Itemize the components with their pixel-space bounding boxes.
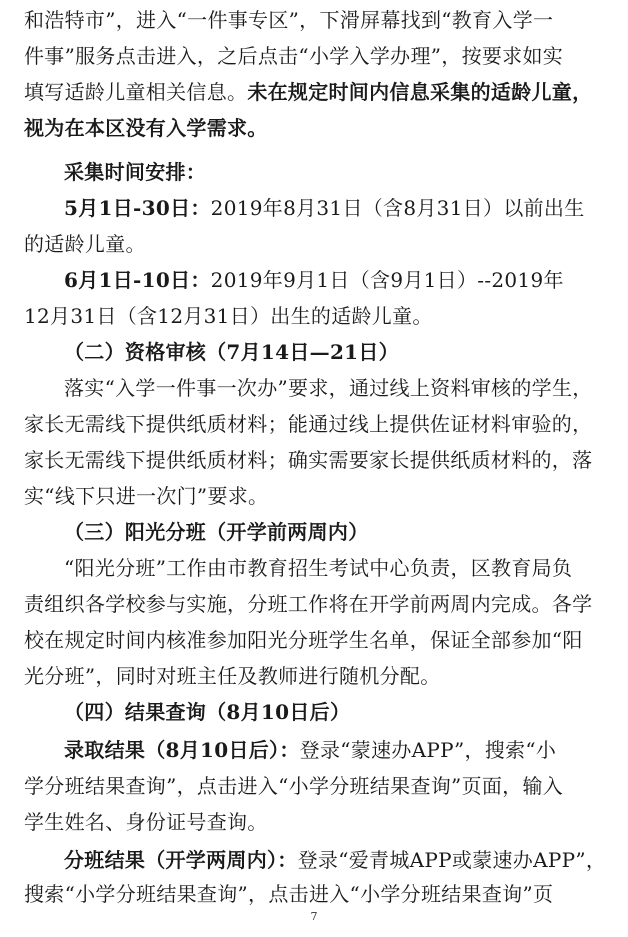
- schedule-text: 2019年9月1日（含9月1日）--2019年: [210, 268, 564, 292]
- paragraph-line: 搜索“小学分班结果查询”，点击进入“小学分班结果查询”页: [24, 882, 554, 906]
- paragraph-line: 家长无需线下提供纸质材料；确实需要家长提供纸质材料的，落: [24, 448, 593, 472]
- section-heading-result-query: （四）结果查询（8月10日后）: [64, 700, 351, 724]
- paragraph-line: 落实“入学一件事一次办”要求，通过线上资料审核的学生，: [64, 376, 593, 400]
- schedule-item: [64, 190, 606, 226]
- paragraph-line: 责组织各学校参与实施，分班工作将在开学前两周内完成。各学: [24, 592, 593, 616]
- section-heading-sunshine-class-placement: （三）阳光分班（开学前两周内）: [64, 520, 369, 544]
- line-text: 填写适龄儿童相关信息。: [24, 80, 248, 104]
- result-label-admission: 录取结果（8月10日后）：: [64, 738, 300, 762]
- page-number: 7: [310, 910, 318, 923]
- schedule-item: [64, 262, 606, 298]
- result-item: [64, 842, 606, 878]
- paragraph-line: 学生姓名、身份证号查询。: [24, 810, 268, 834]
- result-text: 登录“蒙速办APP”，搜索“小: [299, 738, 557, 762]
- result-item: [64, 732, 606, 768]
- paragraph-line: 12月31日（含12月31日）出生的适龄儿童。: [24, 304, 433, 328]
- section-heading-qualification-review: （二）资格审核（7月14日—21日）: [64, 340, 399, 364]
- schedule-date-label: 5月1日-30日：: [64, 196, 211, 220]
- paragraph-line: 学分班结果查询”，点击进入“小学分班结果查询”页面，输入: [24, 774, 564, 798]
- result-text: 登录“爱青城APP或蒙速办APP”，: [297, 848, 607, 872]
- paragraph-line: 件事”服务点击进入，之后点击“小学入学办理”，按要求如实: [24, 44, 564, 68]
- subheading-collection-schedule: 采集时间安排：: [64, 160, 207, 184]
- paragraph-line: 家长无需线下提供纸质材料；能通过线上提供佐证材料审验的，: [24, 412, 593, 436]
- schedule-date-label: 6月1日-10日：: [64, 268, 211, 292]
- result-label-class-placement: 分班结果（开学两周内）：: [64, 848, 298, 872]
- emphasis-line: 视为在本区没有入学需求。: [24, 116, 268, 140]
- paragraph-line: 校在规定时间内核准参加阳光分班学生名单，保证全部参加“阳: [24, 628, 583, 652]
- paragraph-line: 实“线下只进一次门”要求。: [24, 484, 269, 508]
- emphasis-text: 未在规定时间内信息采集的适龄儿童，: [247, 80, 593, 104]
- paragraph-line: 的适龄儿童。: [24, 232, 146, 256]
- paragraph-line: 光分班”，同时对班主任及教师进行随机分配。: [24, 664, 441, 688]
- paragraph-line: “阳光分班”工作由市教育招生考试中心负责，区教育局负: [64, 556, 573, 580]
- paragraph-line: [24, 74, 606, 110]
- schedule-text: 2019年8月31日（含8月31日）以前出生: [210, 196, 585, 220]
- paragraph-line: 和浩特市”，进入“一件事专区”，下滑屏幕找到“教育入学一: [24, 8, 554, 32]
